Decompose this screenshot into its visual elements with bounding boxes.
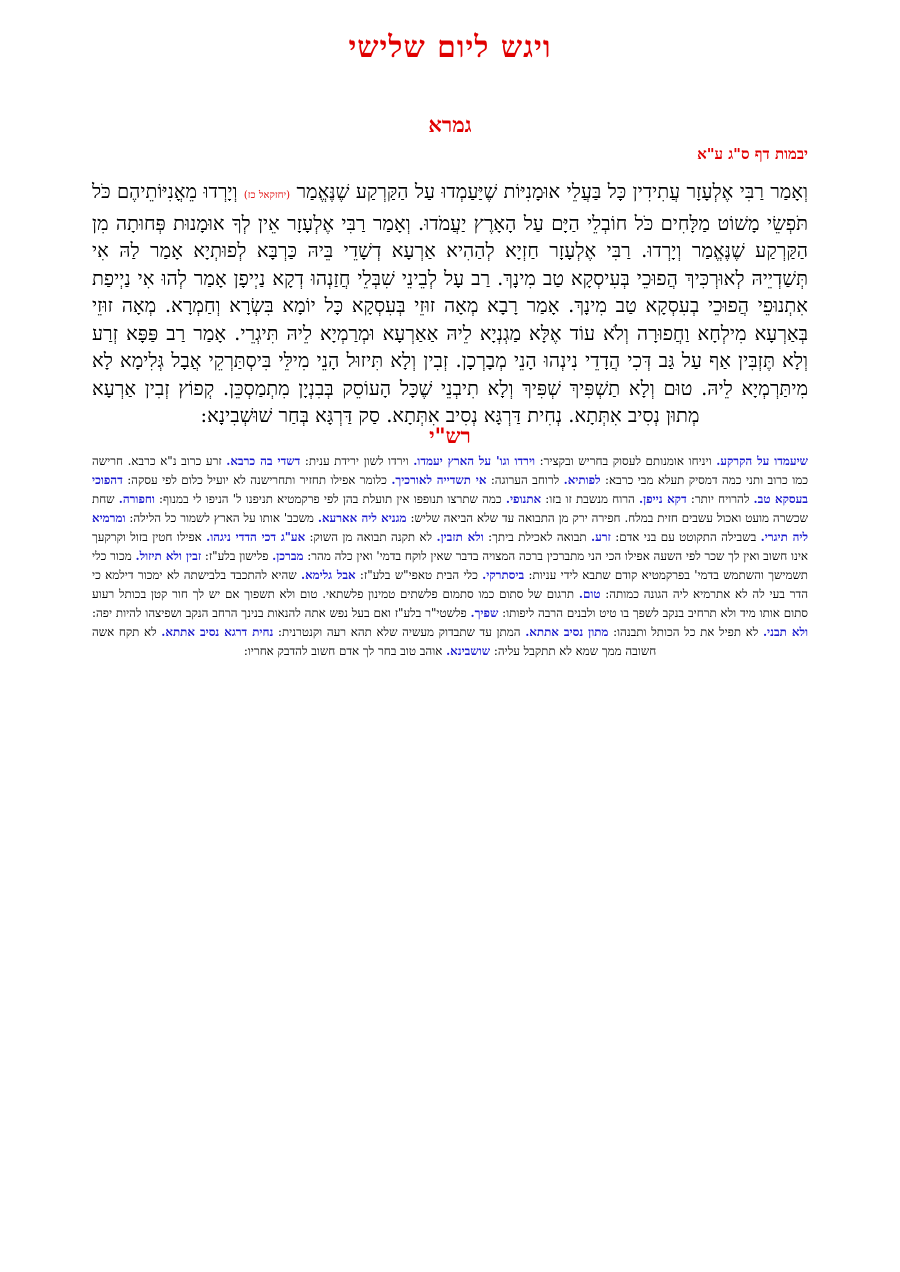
rashi-dibbur-hamatchil: ומרמיא ליה תיגרי. [92,511,808,544]
rashi-dibbur-hamatchil: דהפוכי בעסקא טב. [92,473,808,506]
rashi-dibbur-hamatchil: זבין ולא תיזול. [135,549,202,563]
rashi-explanation: וירדו לשון ירידת ענית: [300,454,414,468]
source-reference: יבמות דף ס"ג ע"א [697,145,808,163]
rashi-dibbur-hamatchil: אי תשדייה לאורכיך. [391,473,487,487]
rashi-explanation: אפילו חטין בזול וקרקעך אינו חשוב ואין לך שכר לפי השעה אפילו הכי הני מתברכין ברכה המצויה בדבר שאין לוקח בדמי' ואין כלה מהר: [92,530,809,563]
rashi-explanation: כלי הבית טאפי"ש בלע"ז: [355,568,483,582]
rashi-explanation: מכור כלי תשמישך והשתמש בדמי' בפרקמטיא קודם שתבא לידי עניות: [92,549,808,582]
rashi-explanation: לא תקנה תבואה מן השוק: [305,530,437,544]
gemara-heading: גמרא [428,112,472,137]
rashi-explanation: משכב' אותו על הארץ לשמור כל הלילה: [125,511,318,525]
rashi-dibbur-hamatchil: אע"ג דכי הדדי ניגהו. [206,530,306,544]
rashi-dibbur-hamatchil: ביסתרקי. [482,568,525,582]
rashi-dibbur-hamatchil: וירדו וגו' על הארץ יעמדו. [413,454,536,468]
rashi-explanation: פלשטי"ר בלע"ז ואם בעל נפש אתה להנאות בנינך הרחב הנקב ושפיצהו להיות יפה: [92,606,471,620]
rashi-dibbur-hamatchil: מברכן. [272,549,304,563]
rashi-dibbur-hamatchil: וחפורה. [118,492,155,506]
rashi-explanation: תבואה לאכילת ביתך: [483,530,591,544]
rashi-dibbur-hamatchil: דקא נייפן. [639,492,687,506]
rashi-explanation: פלישון בלע"ז: [201,549,273,563]
rashi-dibbur-hamatchil: אתנופי. [505,492,542,506]
rashi-dibbur-hamatchil: אבל גלימא. [300,568,356,582]
rashi-explanation: זרע כרוב נ"א כרבא. חרישה כמו כרוב ותני כמה דמסיק תעלא מבי כרבא: [92,454,808,487]
rashi-explanation: ויניחו אומנותם לעסוק בחריש ובקציר: [535,454,717,468]
rashi-explanation: להרויח יותר: [686,492,754,506]
gemara-text-part2: וְיָרְדוּ מֵאֳנִיּוֹתֵיהֶם כֹּל תֹּפְשֵׂי מָשׁוֹט מַלָּחִים כֹּל חוֹבְלֵי הַיָּם עַל הָאָרֶץ יַעֲמֹדוּ. וְאָמַר רַבִּי אֶלְעָזָר אֵין לְךָ אוּמָנוּת פְּחוּתָה מִן הַקַּרְקַע שֶׁנֶּאֱמַר וְיָרְדוּ. רַבִּי אֶלְעָזָר חַזְיָא לְהַהִיא אַרְעָא דְשָׁדֵי בֵּיהּ כַּרְבָּא לְפוּתְיָא אָמַר לַהּ אִי תְּשַׁדְיֵיהּ לְאוּרְכִּיךְ הֲפוּכֵי בְּעִיסְקָא טַב מִינָךְ. רַב עָל לְבֵינֵי שִׁבְּלֵי חֲזַנְהוּ דְקָא נַיְיפָן אָמַר לְהוּ אִי נַיְיפַת אִתְנוּפֵי הֲפוּכֵי בְעִסְקָא טַב מִינָךְ. אָמַר רָבָא מְאָה זוּזֵי בְּעִסְקָא כָּל יוֹמָא בִּשְׂרָא וְחַמְרָא. מְאָה זוּזֵי בְּאַרְעָא מִילְחָא וַחֲפוּרָה וְלֹא עוֹד אֶלָּא מַגְנְיָא לֵיהּ אַאַרְעָא וּמְרַמְיָא לֵיהּ תִּיגְרֵי. אָמַר רַב פַּפָּא זְרַע וְלָא תֶּזְבִּין אַף עַל גַּב דְּכִי הֲדָדֵי נִינְהוּ הָנֵי מְבָרְכָן. זְבִין וְלָא תִּיזוּל הָנֵי מִילֵּי בִּיסְתַּרְקֵי אֲבָל גְּלִימָא לָא מִיתַּרְמְיָא לֵיהּ. טוּם וְלָא תַשְׁפִּיךְ שְׁפִּיךְ וְלָא תִיבְנֵי שֶׁכָּל הָעוֹסֵק בְּבִנְיָן מִתְמַסְכֵּן. קְפוֹץ זְבִין אַרְעָא מְתוּן נְסִיב אִתְּתָא. נְחִית דַּרְגָּא נְסִיב אִתְּתָא. סַק דַּרְגָּא בְּחַר שׁוּשְׁבִינָא: [92,180,808,427]
rashi-heading: רש"י [429,423,471,448]
rashi-dibbur-hamatchil: דשדי בה כרבא. [226,454,301,468]
gemara-text [92,178,808,430]
rashi-dibbur-hamatchil: שושבינא. [446,644,491,658]
rashi-dibbur-hamatchil: שיעמדו על הקרקע. [716,454,809,468]
rashi-explanation: המתן עד שתבדוק מעשיה שלא תהא רעה וקנטרנית: [273,625,526,639]
verse-reference: (יחזקאל כז) [243,190,291,201]
rashi-dibbur-hamatchil: ולא תזבין. [436,530,484,544]
gemara-text-part1: וְאָמַר רַבִּי אֶלְעָזָר עֲתִידִין כָּל בַּעֲלֵי אוּמָנִיּוֹת שֶׁיַּעַמְדוּ עַל הַקַּרְקַע שֶׁנֶּאֱמַר [296,180,809,203]
rashi-explanation: שהיא להתכבד בלבישתה לא ימכור דילמא כי הדר בעי לה לא אתרמיא ליה הגונה כמותה: [92,568,808,601]
rashi-explanation: תרגום של סתום כמו סתמום פלשתים טמינון פלשתאי. טום ולא תשפוך אם יש לך חור קטן בכותל רעוע סתום אותו מיד ולא תרחיב בנקב לשפך בו טיט ולבנים הרבה ליפותו: [92,587,809,620]
rashi-explanation: הרוח מנשבת זו בזו: [541,492,639,506]
rashi-dibbur-hamatchil: נחית דרגא נסיב אתתא. [161,625,274,639]
rashi-explanation: כלומר אפילו תחזיר ותחרישנה לא יועיל כלום לפי עסקה: [122,473,392,487]
rashi-commentary [92,452,808,661]
rashi-dibbur-hamatchil: לפותיא. [563,473,601,487]
rashi-dibbur-hamatchil: ולא תבני. [762,625,808,639]
rashi-dibbur-hamatchil: טום. [578,587,601,601]
rashi-explanation: לא תקח אשה חשובה ממך שמא לא תתקבל עליה: [92,625,657,658]
rashi-explanation: בשבילה התקוטט עם בני אדם: [610,530,761,544]
rashi-dibbur-hamatchil: מתון נסיב אתתא. [525,625,609,639]
rashi-explanation: אוהב טוב בחר לך אדם חשוב להדבק אחריו: [243,644,447,658]
page-title: ויגש ליום שלישי [348,30,552,65]
rashi-dibbur-hamatchil: שפיך. [470,606,499,620]
rashi-explanation: כמה שתרצו תנופפו אין תועלת בהן לפי פרקמטיא תניפנו ל' הניפו לי במנוף: [154,492,506,506]
rashi-explanation: לרוחב הערוגה: [486,473,564,487]
rashi-dibbur-hamatchil: מגניא ליה אארעא. [317,511,407,525]
rashi-explanation: שחת שכשרה מועט ואכול עשבים חזית במלח. חפירה ירק מן התבואה עד שלא הביאה שליש: [92,492,808,525]
rashi-explanation: לא תפיל את כל הכותל ותבנהו: [608,625,763,639]
rashi-dibbur-hamatchil: זרע. [590,530,611,544]
